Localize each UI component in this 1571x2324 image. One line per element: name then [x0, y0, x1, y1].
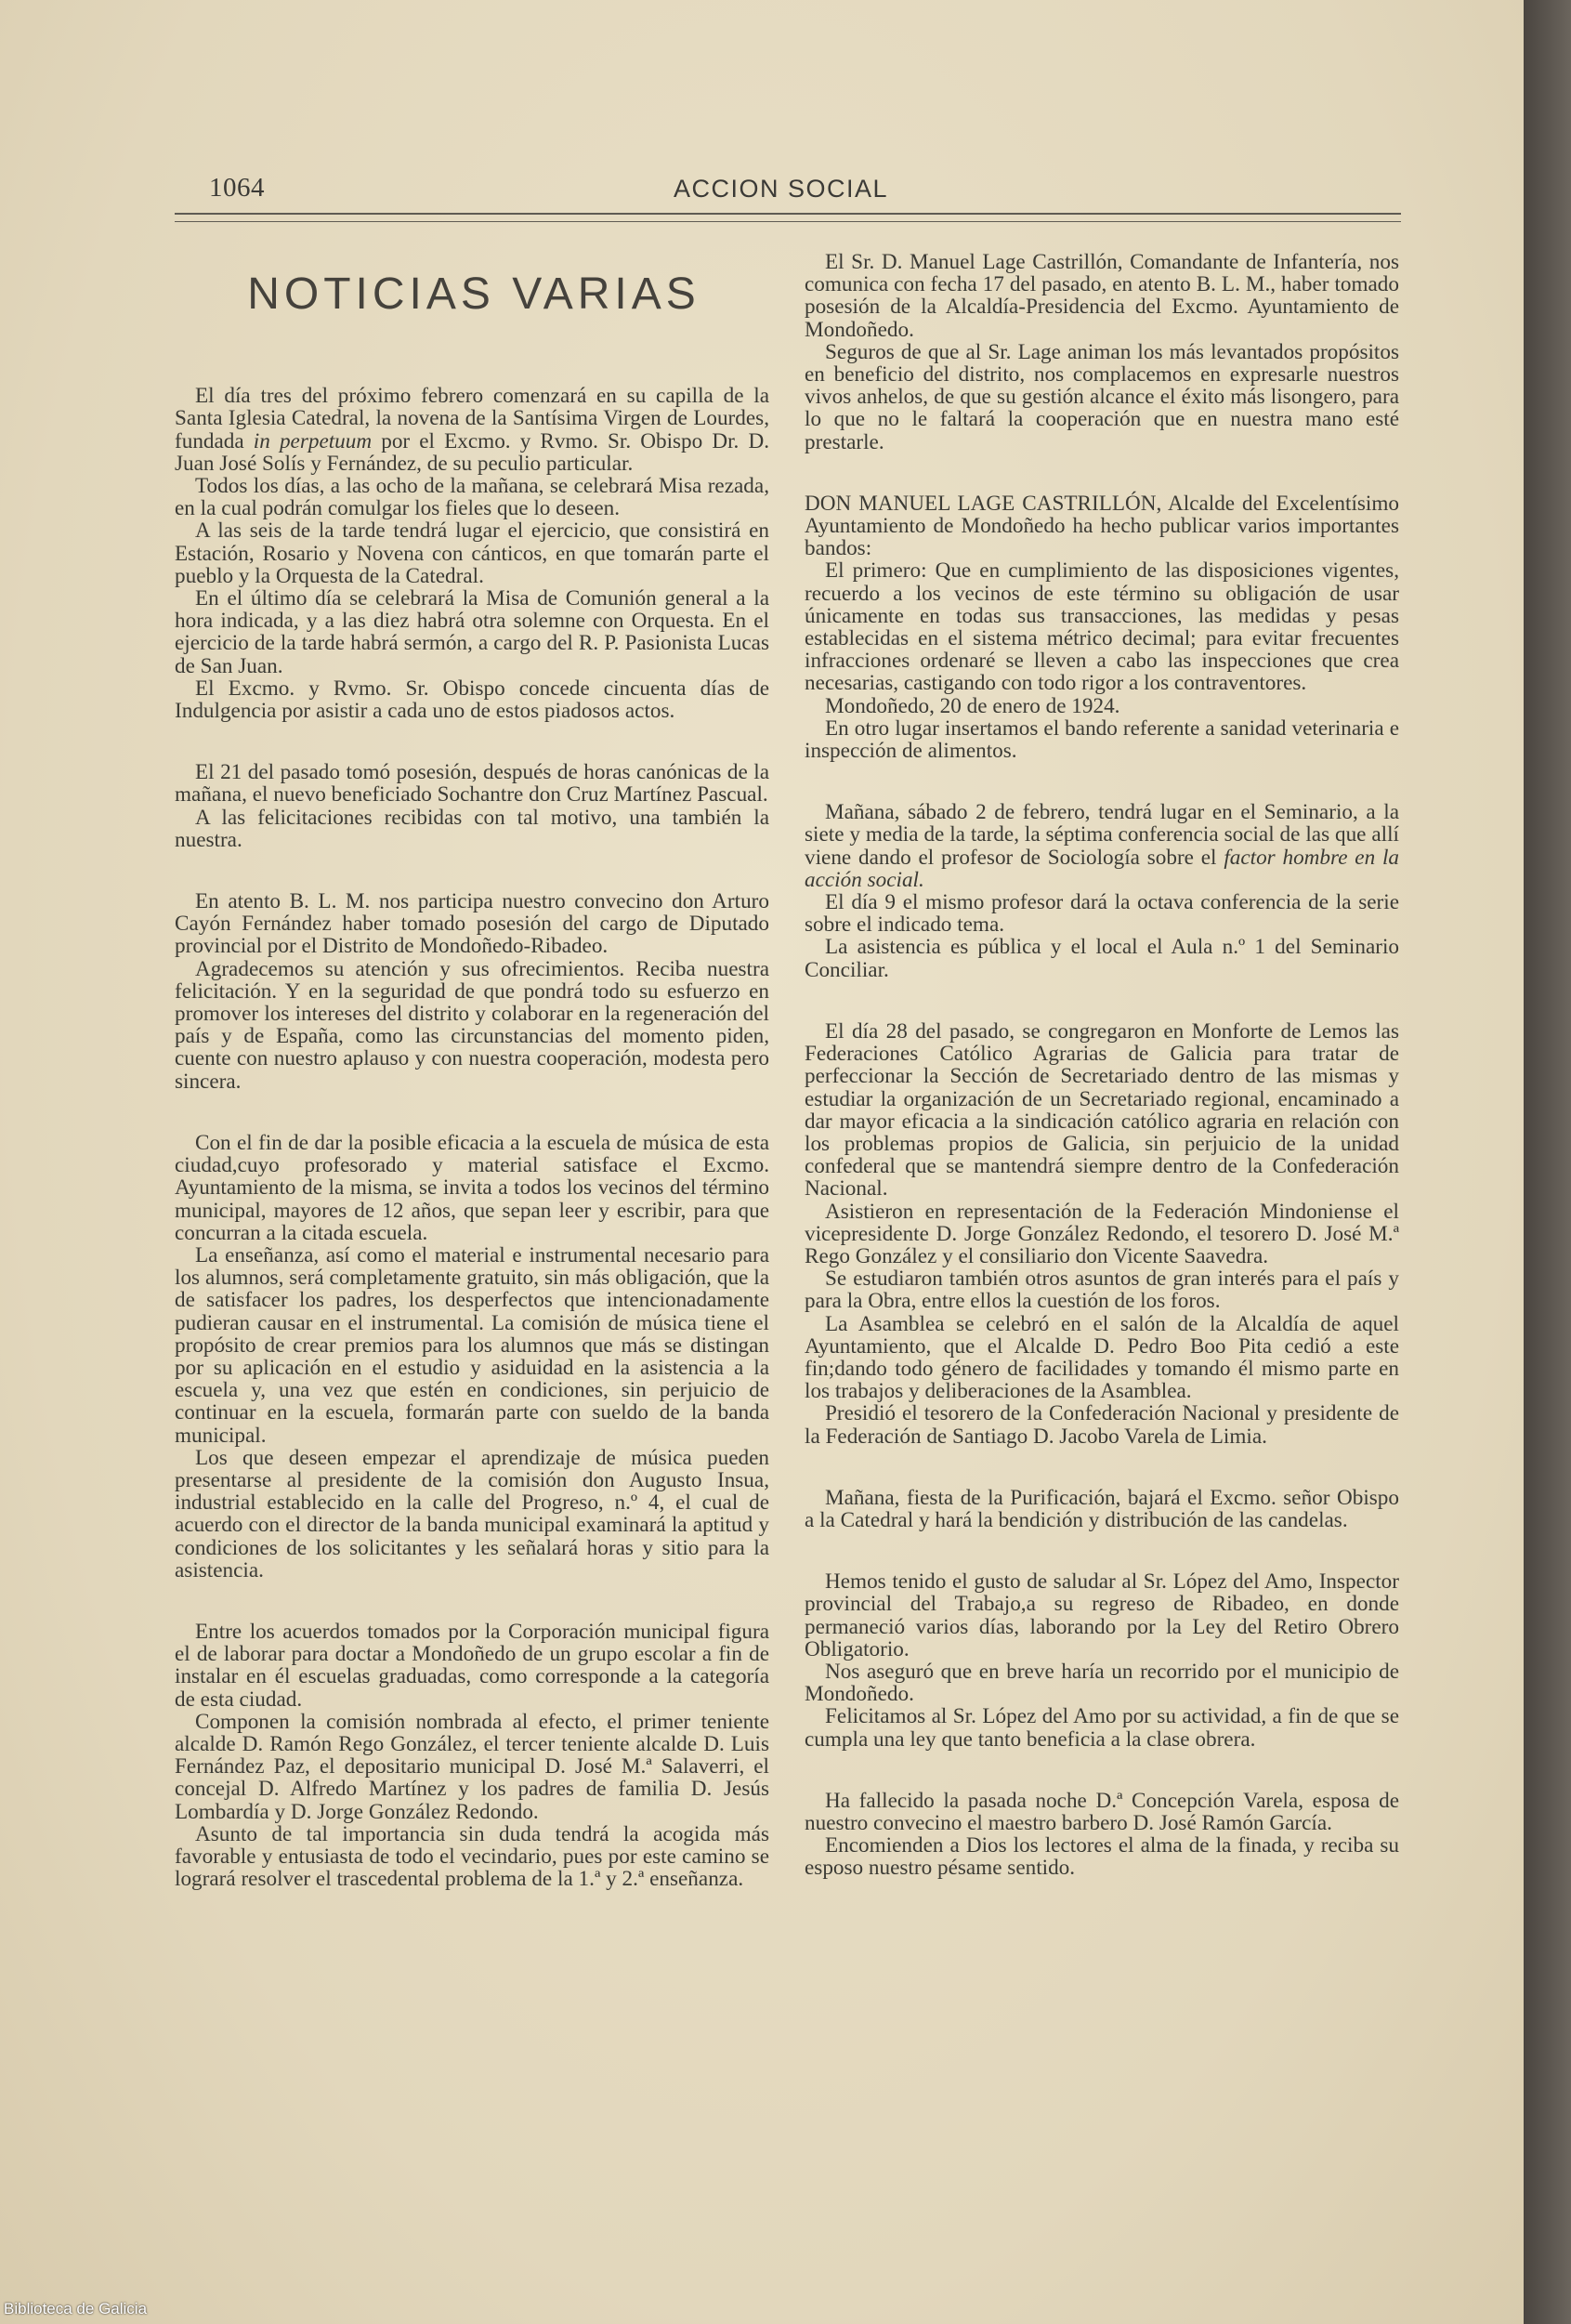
section-title: NOTICIAS VARIAS	[247, 269, 700, 319]
paragraph: El día tres del próximo febrero comenzará en su capilla de la Santa Iglesia Catedral, la novena de la Santísima Virgen de Lourdes, fundada in perpetuum por el Excmo. y Rvmo. Sr. Obispo Dr. D. Juan José Solís y Fernández, de su peculio particular.	[175, 384, 769, 476]
paragraph: Encomienden a Dios los lectores el alma de la finada, y reciba su esposo nuestro pésame sentido.	[805, 1833, 1399, 1881]
paragraph: Los que deseen empezar el aprendizaje de música pueden presentarse al presidente de la comisión don Augusto Insua, industrial establecido en la calle del Progreso, n.º 4, el cual de acuerdo con el director de la banda municipal examinará la aptitud y condiciones de los solicitantes y les señalará horas y sitio para la asistencia.	[175, 1445, 769, 1582]
paragraph: El primero: Que en cumplimiento de las disposiciones vigentes, recuerdo a los vecinos de este término su obligación de usar únicamente en todas sus transacciones, las medidas y pesas establecidas en el sistema métrico decimal; para evitar frecuentes infracciones ordenaré se lleven a cabo las inspecciones que crea necesarias, castigando con todo rigor a los contraventores.	[805, 558, 1399, 696]
article-grupo-escolar	[175, 1621, 769, 1890]
paragraph: Felicitamos al Sr. López del Amo por su actividad, a fin de que se cumpla una ley que tanto beneficia a la clase obrera.	[805, 1704, 1399, 1752]
paragraph: Todos los días, a las ocho de la mañana, se celebrará Misa rezada, en la cual podrán comulgar los fieles que lo deseen.	[175, 474, 769, 521]
scan-background-edge	[1524, 0, 1571, 2324]
left-column	[175, 251, 769, 1929]
paragraph: A las felicitaciones recibidas con tal motivo, una también la nuestra.	[175, 805, 769, 852]
library-credit: Biblioteca de Galicia	[4, 2300, 148, 2317]
article-bandos	[805, 492, 1399, 762]
article-alcaldia	[805, 251, 1399, 453]
right-column	[805, 251, 1399, 1919]
paragraph: En el último día se celebrará la Misa de Comunión general a la hora indicada, y a las diez habrá otra solemne con Orquesta. En el ejercicio de la tarde habrá sermón, a cargo del R. P. Pasionista Lucas de San Juan.	[175, 586, 769, 678]
paragraph: Seguros de que al Sr. Lage animan los más levantados propósitos en beneficio del distrito, nos complacemos en expresarle nuestros vivos anhelos, de que su gestión alcance el éxito más lisongero, para lo que no le faltará la cooperación que en nuestra mano esté prestarle.	[805, 339, 1399, 454]
paragraph: Presidió el tesorero de la Confederación Nacional y presidente de la Federación de Santiago D. Jacobo Varela de Limia.	[805, 1401, 1399, 1449]
paragraph: Hemos tenido el gusto de saludar al Sr. López del Amo, Inspector provincial del Trabajo,a su regreso de Ribadeo, en donde permaneció varios días, laborando por la Ley del Retiro Obrero Obligatorio.	[805, 1569, 1399, 1661]
article-diputado	[175, 890, 769, 1093]
page-number: 1064	[209, 173, 265, 203]
article-federaciones	[805, 1020, 1399, 1448]
paragraph: Asunto de tal importancia sin duda tendrá la acogida más favorable y entusiasta de todo el vecindario, pues por este camino se logrará resolver el trascedental problema de la 1.ª y 2.ª enseñanza.	[175, 1821, 769, 1892]
header-rule	[175, 213, 1401, 222]
paragraph: Asistieron en representación de la Federación Mindoniense el vicepresidente D. Jorge González Redondo, el tesorero D. José M.ª Rego González y el consiliario don Vicente Saavedra.	[805, 1199, 1399, 1268]
paragraph: Mañana, fiesta de la Purificación, bajará el Excmo. señor Obispo a la Catedral y hará la bendición y distribución de las candelas.	[805, 1485, 1399, 1532]
article-conferencia	[805, 801, 1399, 981]
paragraph: El día 28 del pasado, se congregaron en Monforte de Lemos las Federaciones Católico Agrarias de Galicia para tratar de perfeccionar la Sección de Secretariado dentro de las mismas y estudiar la organización de un Secretariado regional, encaminado a dar mayor eficacia a la sindicación católico agraria en relación con los problemas propios de Galicia, sin perjuicio de la unidad confederal que se mantendrá siempre dentro de la Confederación Nacional.	[805, 1018, 1399, 1201]
paragraph: Con el fin de dar la posible eficacia a la escuela de música de esta ciudad,cuyo profesorado y material satisface el Excmo. Ayuntamiento de la misma, se invita a todos los vecinos del término municipal, mayores de 12 años, que sepan leer y escribir, para que concurran a la citada escuela.	[175, 1130, 769, 1245]
article-lopez-del-amo	[805, 1570, 1399, 1751]
article-fallecimiento	[805, 1790, 1399, 1880]
article-escuela-musica	[175, 1132, 769, 1582]
paragraph: El Sr. D. Manuel Lage Castrillón, Comandante de Infantería, nos comunica con fecha 17 del pasado, en atento B. L. M., haber tomado posesión de la Alcaldía-Presidencia del Excmo. Ayuntamiento de Mondoñedo.	[805, 250, 1399, 342]
paragraph: Se estudiaron también otros asuntos de gran interés para el país y para la Obra, entre ellos la cuestión de los foros.	[805, 1267, 1399, 1314]
paragraph: La asistencia es pública y el local el Aula n.º 1 del Seminario Conciliar.	[805, 935, 1399, 982]
paragraph: En otro lugar insertamos el bando referente a sanidad veterinaria e inspección de alimentos.	[805, 716, 1399, 764]
article-novena	[175, 385, 769, 722]
paragraph: A las seis de la tarde tendrá lugar el ejercicio, que consistirá en Estación, Rosario y Novena con cánticos, en que tomarán parte el pueblo y la Orquesta de la Catedral.	[175, 519, 769, 588]
paragraph: El día 9 el mismo profesor dará la octava conferencia de la serie sobre el indicado tema.	[805, 890, 1399, 938]
paragraph: DON MANUEL LAGE CASTRILLÓN, Alcalde del Excelentísimo Ayuntamiento de Mondoñedo ha hecho publicar varios importantes bandos:	[805, 491, 1399, 561]
paragraph: Mondoñedo, 20 de enero de 1924.	[825, 693, 1120, 718]
paragraph: El 21 del pasado tomó posesión, después de horas canónicas de la mañana, el nuevo beneficiado Sochantre don Cruz Martínez Pascual.	[175, 760, 769, 807]
paragraph: Mañana, sábado 2 de febrero, tendrá lugar en el Seminario, a la siete y media de la tarde, la séptima conferencia social de las que allí viene dando el profesor de Sociología sobre el factor hombre en la acción social.	[805, 800, 1400, 892]
paragraph: El Excmo. y Rvmo. Sr. Obispo concede cincuenta días de Indulgencia por asistir a cada uno de estos piadosos actos.	[175, 676, 769, 724]
running-title: ACCION SOCIAL	[674, 175, 889, 203]
paragraph: Ha fallecido la pasada noche D.ª Concepción Varela, esposa de nuestro convecino el maestro barbero D. José Ramón García.	[805, 1788, 1399, 1835]
paragraph: Agradecemos su atención y sus ofrecimientos. Reciba nuestra felicitación. Y en la seguridad de que pondrá todo su esfuerzo en promover los intereses del distrito y colaborar en la regeneración del país y de España, como las circunstancias del momento piden, cuente con nuestro aplauso y con nuestra cooperación, modesta pero sincera.	[175, 956, 769, 1094]
paragraph: Nos aseguró que en breve haría un recorrido por el municipio de Mondoñedo.	[805, 1659, 1399, 1707]
paragraph: Entre los acuerdos tomados por la Corporación municipal figura el de laborar para doctar a Mondoñedo de un grupo escolar a fin de instalar en él escuelas graduadas, como corresponde a la categoría de esta ciudad.	[175, 1619, 769, 1712]
paragraph: Componen la comisión nombrada al efecto, el primer teniente alcalde D. Ramón Rego González, el tercer teniente alcalde D. Luis Fernández Paz, el depositario municipal D. José M.ª Salaverri, el concejal D. Alfredo Martínez y los padres de familia D. Jesús Lombardía y D. Jorge González Redondo.	[175, 1709, 769, 1824]
page-header	[167, 167, 1403, 204]
paragraph: La enseñanza, así como el material e instrumental necesario para los alumnos, será completamente gratuito, sin más obligación, que la de satisfacer los padres, los desperfectos que intencionadamente pudieran causar en el instrumental. La comisión de música tiene el propósito de crear premios para los alumnos que más se distingan por su aplicación en el estudio y asiduidad en la asistencia a la escuela y, una vez que estén en condiciones, sin perjuicio de continuar en la escuela, formarán parte con sueldo de la banda municipal.	[175, 1242, 769, 1448]
article-purificacion	[805, 1487, 1399, 1531]
paragraph: La Asamblea se celebró en el salón de la Alcaldía de aquel Ayuntamiento, que el Alcalde D. Pedro Boo Pita cedió a este fin;dando todo género de facilidades y tomando él mismo parte en los trabajos y deliberaciones de la Asamblea.	[805, 1311, 1399, 1404]
paragraph: En atento B. L. M. nos participa nuestro convecino don Arturo Cayón Fernández haber tomado posesión del cargo de Diputado provincial por el Distrito de Mondoñedo-Ribadeo.	[175, 889, 769, 959]
article-sochantre	[175, 761, 769, 851]
